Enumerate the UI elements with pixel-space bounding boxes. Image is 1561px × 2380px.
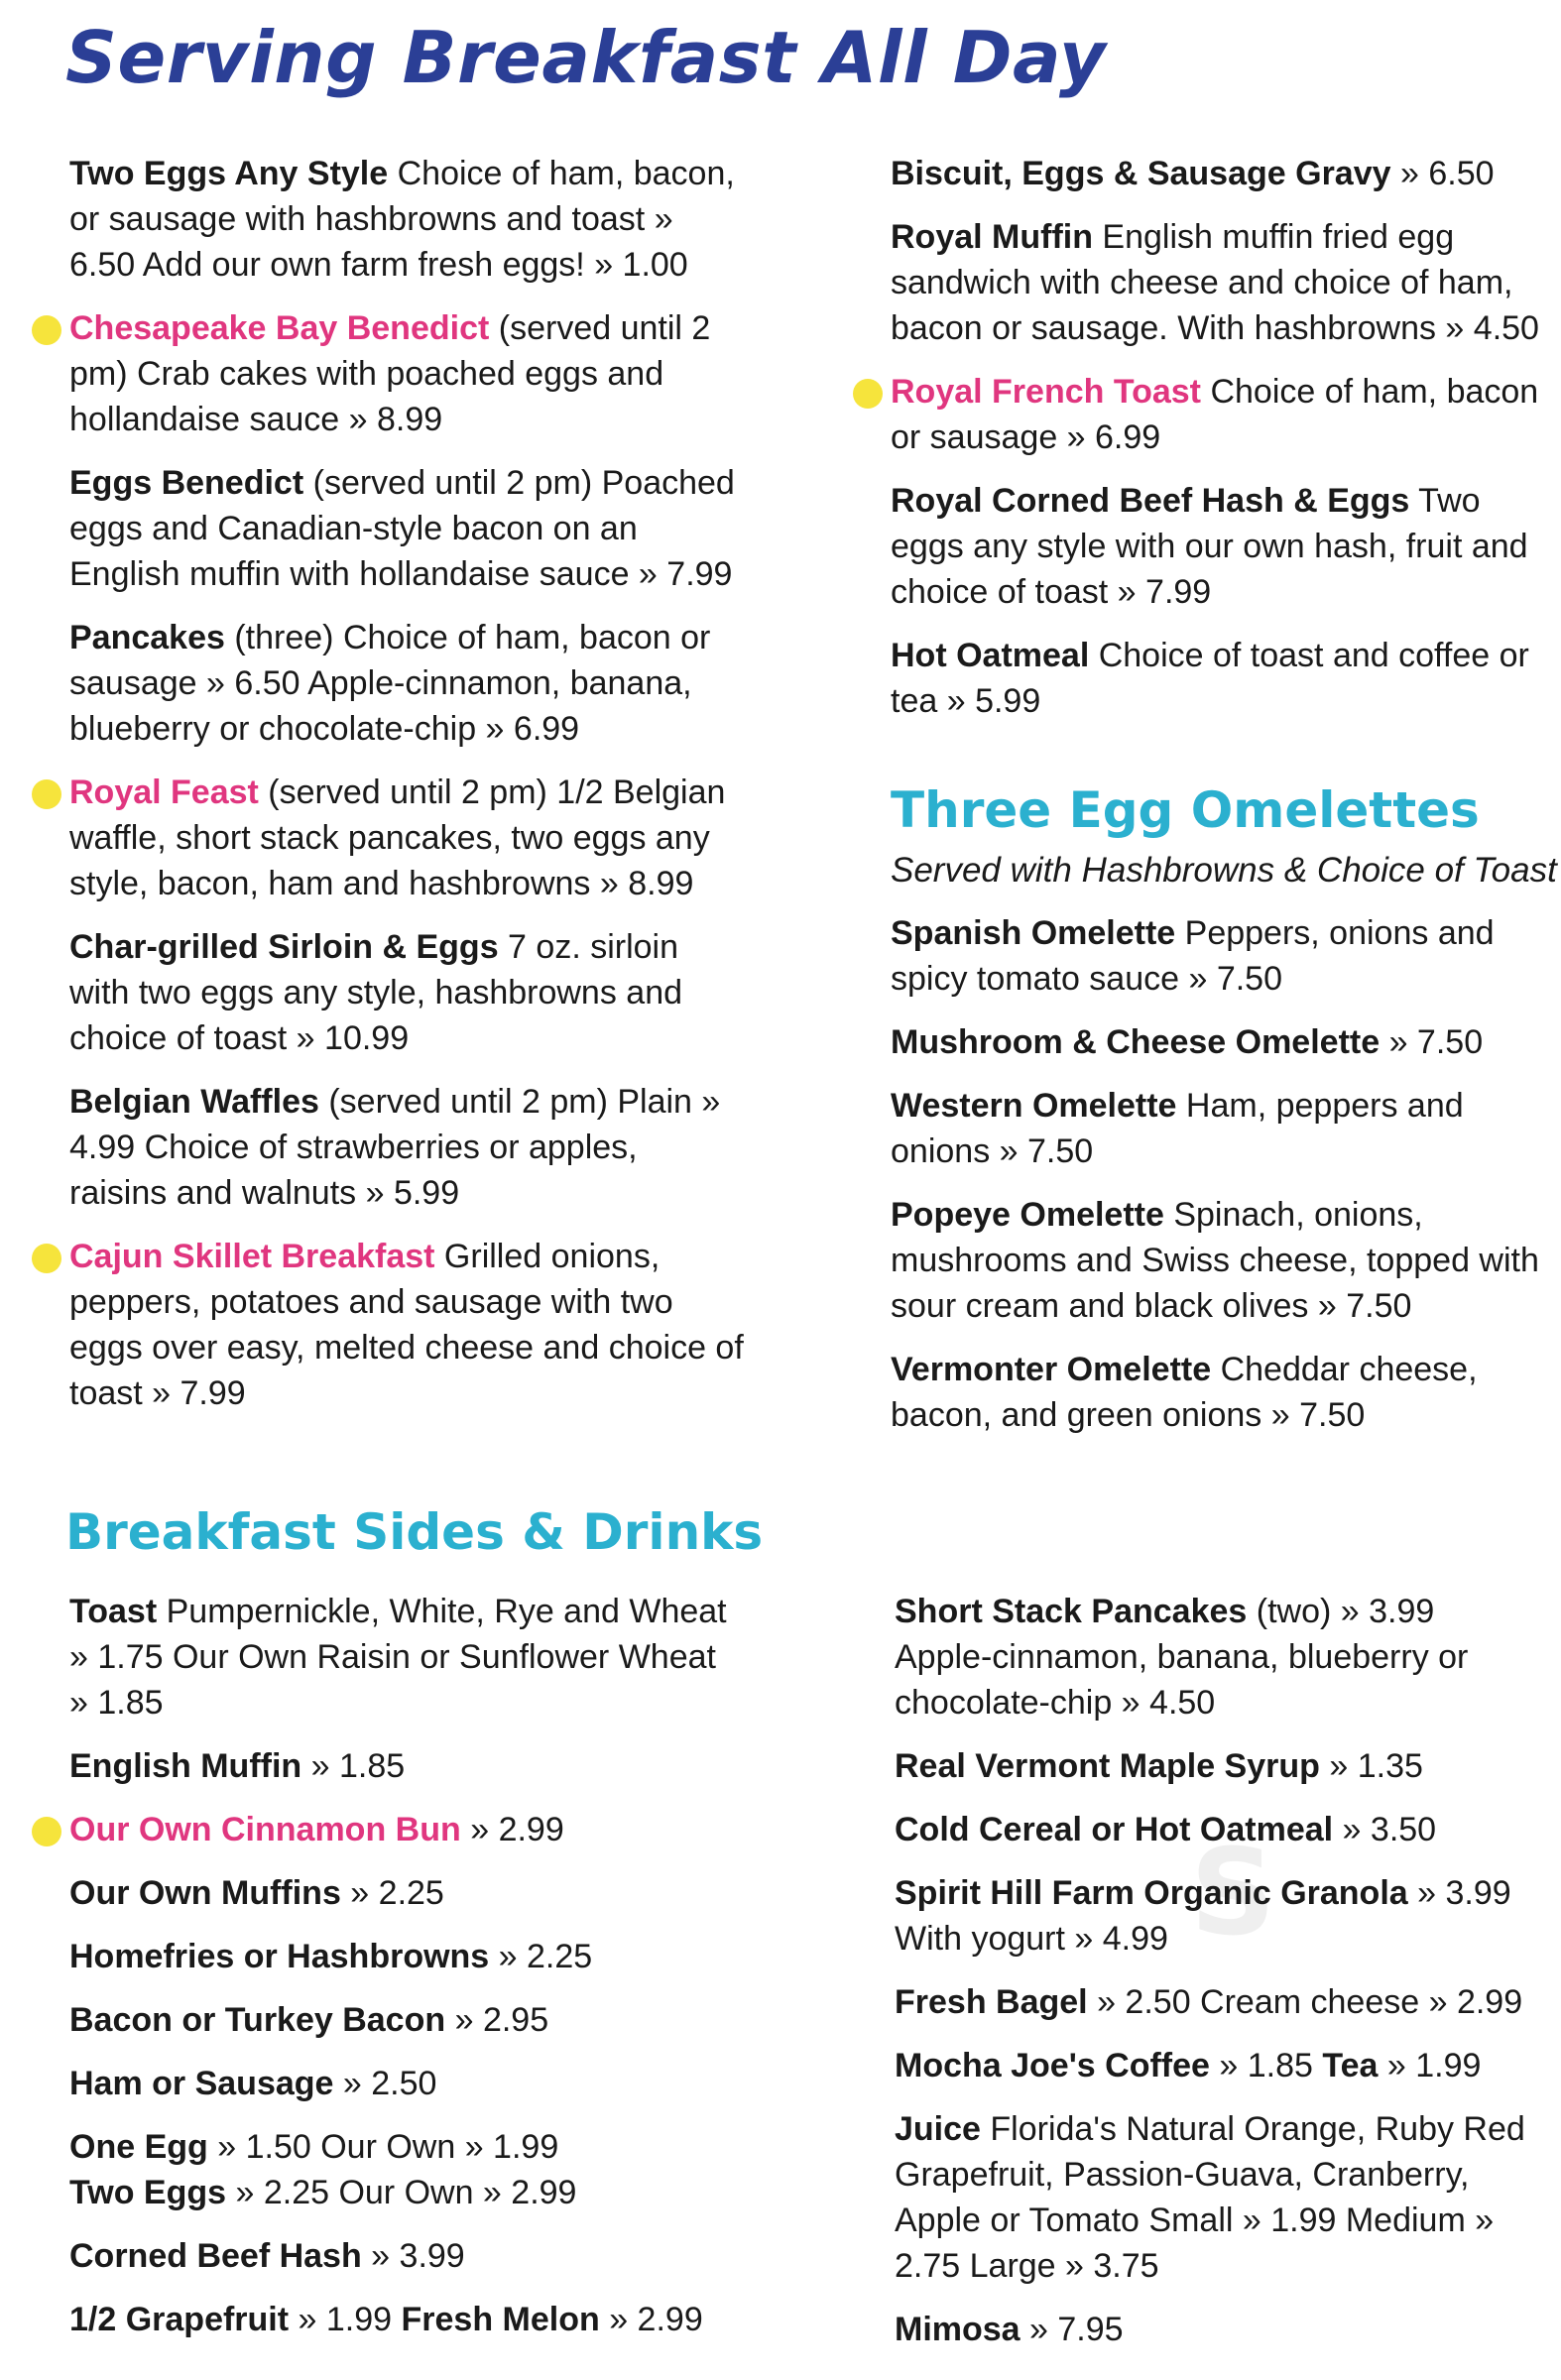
item-name: Mimosa	[895, 2311, 1021, 2348]
menu-item	[895, 2307, 1539, 2352]
item-name: Western Omelette	[891, 1087, 1177, 1125]
special-dot-icon	[32, 315, 61, 345]
menu-item	[69, 770, 744, 906]
menu-item	[891, 1347, 1545, 1438]
item-name: Popeye Omelette	[891, 1196, 1164, 1234]
item-desc: » 7.95	[1020, 2311, 1124, 2348]
item-desc: (served until 2 pm) 1/2 Belgian waffle, short stack pancakes, two eggs any style, bacon, ham and hashbrowns » 8.99	[69, 774, 726, 902]
item-desc: » 7.50	[1380, 1023, 1484, 1061]
special-dot-icon	[32, 779, 61, 809]
item-desc: » 1.35	[1319, 1747, 1423, 1785]
item-desc: » 1.85	[301, 1747, 406, 1785]
item-name: Royal French Toast	[891, 373, 1201, 411]
menu-item-coffee-tea	[895, 2043, 1539, 2088]
item-name: Two Eggs	[69, 2174, 227, 2211]
item-name: Biscuit, Eggs & Sausage Gravy	[891, 155, 1391, 192]
item-desc: Pumpernickle, White, Rye and Wheat » 1.75 Our Own Raisin or Sunflower Wheat » 1.85	[69, 1593, 727, 1722]
menu-item	[895, 1807, 1539, 1852]
menu-item	[69, 924, 744, 1061]
menu-item	[895, 1743, 1539, 1789]
item-name: Eggs Benedict	[69, 464, 304, 502]
item-name: Mushroom & Cheese Omelette	[891, 1023, 1381, 1061]
item-desc: » 2.95	[445, 2001, 549, 2039]
item-desc: English muffin fried egg sandwich with cheese and choice of ham, bacon or sausage. With hashbrowns » 4.50	[891, 218, 1539, 347]
item-name: Juice	[895, 2110, 981, 2148]
omelettes-list	[891, 910, 1545, 1456]
item-desc: » 2.50 Cream cheese » 2.99	[1087, 1983, 1523, 2021]
page-title: Serving Breakfast All Day	[65, 16, 1107, 99]
item-name: Hot Oatmeal	[891, 637, 1090, 674]
item-desc: Cheddar cheese, bacon, and green onions » 7.50	[891, 1351, 1478, 1434]
sides-left-column	[69, 1589, 744, 2360]
item-name: English Muffin	[69, 1747, 302, 1785]
item-name: Tea	[1322, 2047, 1379, 2084]
watermark-logo: S	[1190, 1825, 1276, 1963]
item-desc: Choice of toast and coffee or tea » 5.99	[891, 637, 1529, 720]
menu-item	[891, 910, 1545, 1002]
menu-item	[891, 1083, 1545, 1174]
menu-item	[891, 1019, 1545, 1065]
item-desc: » 2.99	[599, 2301, 703, 2338]
item-desc: » 2.99	[460, 1811, 564, 1848]
breakfast-right-column	[891, 151, 1545, 742]
item-desc: Peppers, onions and spicy tomato sauce » 7.50	[891, 914, 1495, 998]
item-desc: (served until 2 pm) Crab cakes with poached eggs and hollandaise sauce » 8.99	[69, 309, 711, 438]
breakfast-left-column	[69, 151, 744, 1434]
item-desc: (served until 2 pm) Poached eggs and Canadian-style bacon on an English muffin with hollandaise sauce » 7.99	[69, 464, 735, 593]
item-name: Real Vermont Maple Syrup	[895, 1747, 1320, 1785]
item-name: Royal Corned Beef Hash & Eggs	[891, 482, 1410, 520]
item-name: Our Own Cinnamon Bun	[69, 1811, 461, 1848]
item-name: Belgian Waffles	[69, 1083, 319, 1121]
item-desc: » 1.85	[1209, 2047, 1323, 2084]
item-desc: » 3.99 With yogurt » 4.99	[895, 1874, 1511, 1958]
omelettes-subtitle: Served with Hashbrowns & Choice of Toast	[891, 851, 1557, 890]
item-desc: (three) Choice of ham, bacon or sausage » 6.50 Apple-cinnamon, banana, blueberry or chocolate-chip » 6.99	[69, 619, 711, 748]
sides-right-column	[895, 1589, 1539, 2370]
item-desc: » 2.25 Our Own » 2.99	[226, 2174, 577, 2211]
item-name: Spanish Omelette	[891, 914, 1176, 952]
item-name: Corned Beef Hash	[69, 2237, 362, 2275]
item-desc: Grilled onions, peppers, potatoes and sausage with two eggs over easy, melted cheese and choice of toast » 7.99	[69, 1238, 744, 1412]
item-name: Ham or Sausage	[69, 2065, 334, 2102]
item-desc: Ham, peppers and onions » 7.50	[891, 1087, 1464, 1170]
menu-item	[69, 1807, 744, 1852]
item-desc: Spinach, onions, mushrooms and Swiss cheese, topped with sour cream and black olives » 7.50	[891, 1196, 1539, 1325]
item-name: One Egg	[69, 2128, 208, 2166]
item-desc: (served until 2 pm) Plain » 4.99 Choice of strawberries or apples, raisins and walnuts » 5.99	[69, 1083, 721, 1212]
item-name: Toast	[69, 1593, 158, 1630]
item-desc: » 1.50 Our Own » 1.99	[207, 2128, 559, 2166]
item-name: Mocha Joe's Coffee	[895, 2047, 1210, 2084]
menu-item	[895, 1979, 1539, 2025]
item-desc: (two) » 3.99 Apple-cinnamon, banana, blueberry or chocolate-chip » 4.50	[895, 1593, 1469, 1722]
omelettes-title: Three Egg Omelettes	[891, 781, 1480, 839]
item-desc: » 1.99	[1378, 2047, 1482, 2084]
item-name: Cajun Skillet Breakfast	[69, 1238, 435, 1275]
item-desc: Two eggs any style with our own hash, fruit and choice of toast » 7.99	[891, 482, 1528, 611]
menu-item	[69, 1589, 744, 1726]
item-desc: Choice of ham, bacon or sausage » 6.99	[891, 373, 1539, 456]
menu-item	[891, 478, 1545, 615]
menu-item	[69, 1870, 744, 1916]
item-name: Cold Cereal or Hot Oatmeal	[895, 1811, 1334, 1848]
item-desc: » 3.50	[1333, 1811, 1437, 1848]
item-desc: » 2.25	[489, 1938, 593, 1975]
menu-item	[69, 1079, 744, 1216]
menu-item	[69, 2233, 744, 2279]
menu-item	[895, 1589, 1539, 1726]
item-name: Char-grilled Sirloin & Eggs	[69, 928, 499, 966]
menu-item	[69, 151, 744, 288]
menu-item	[891, 151, 1545, 196]
item-name: Homefries or Hashbrowns	[69, 1938, 490, 1975]
item-desc: 7 oz. sirloin with two eggs any style, hashbrowns and choice of toast » 10.99	[69, 928, 683, 1057]
menu-item	[69, 1743, 744, 1789]
item-name: Fresh Melon	[401, 2301, 600, 2338]
item-desc: » 6.50	[1390, 155, 1495, 192]
menu-item	[69, 615, 744, 752]
menu-item	[69, 2061, 744, 2106]
menu-item	[69, 460, 744, 597]
sides-title: Breakfast Sides & Drinks	[65, 1503, 764, 1561]
menu-item	[69, 1997, 744, 2043]
item-name: Chesapeake Bay Benedict	[69, 309, 490, 347]
item-desc: » 2.25	[340, 1874, 444, 1912]
special-dot-icon	[32, 1244, 61, 1273]
menu-item	[891, 1192, 1545, 1329]
menu-item	[891, 214, 1545, 351]
item-name: Two Eggs Any Style	[69, 155, 389, 192]
item-name: Bacon or Turkey Bacon	[69, 2001, 446, 2039]
item-desc: » 3.99	[361, 2237, 465, 2275]
menu-item	[69, 1934, 744, 1979]
item-name: Pancakes	[69, 619, 225, 656]
menu-item	[891, 369, 1545, 460]
menu-item	[891, 633, 1545, 724]
item-desc: Florida's Natural Orange, Ruby Red Grapefruit, Passion-Guava, Cranberry, Apple or Tomato Small » 1.99 Medium » 2.75 Large » 3.75	[895, 2110, 1525, 2285]
item-name: Spirit Hill Farm Organic Granola	[895, 1874, 1408, 1912]
item-name: Short Stack Pancakes	[895, 1593, 1248, 1630]
item-desc: » 2.50	[333, 2065, 437, 2102]
item-name: Fresh Bagel	[895, 1983, 1088, 2021]
item-name: Vermonter Omelette	[891, 1351, 1212, 1388]
special-dot-icon	[32, 1817, 61, 1846]
menu-item-grapefruit-melon	[69, 2297, 744, 2342]
item-name: Royal Muffin	[891, 218, 1093, 256]
item-desc: Choice of ham, bacon, or sausage with hashbrowns and toast » 6.50 Add our own farm fresh eggs! » 1.00	[69, 155, 735, 284]
item-name: Our Own Muffins	[69, 1874, 341, 1912]
special-dot-icon	[853, 379, 883, 409]
menu-item	[69, 305, 744, 442]
item-name: 1/2 Grapefruit	[69, 2301, 290, 2338]
menu-item	[69, 1234, 744, 1416]
menu-item	[895, 1870, 1539, 1962]
item-name: Royal Feast	[69, 774, 259, 811]
menu-item	[895, 2106, 1539, 2289]
item-desc: » 1.99	[289, 2301, 402, 2338]
menu-item-eggs	[69, 2124, 744, 2215]
